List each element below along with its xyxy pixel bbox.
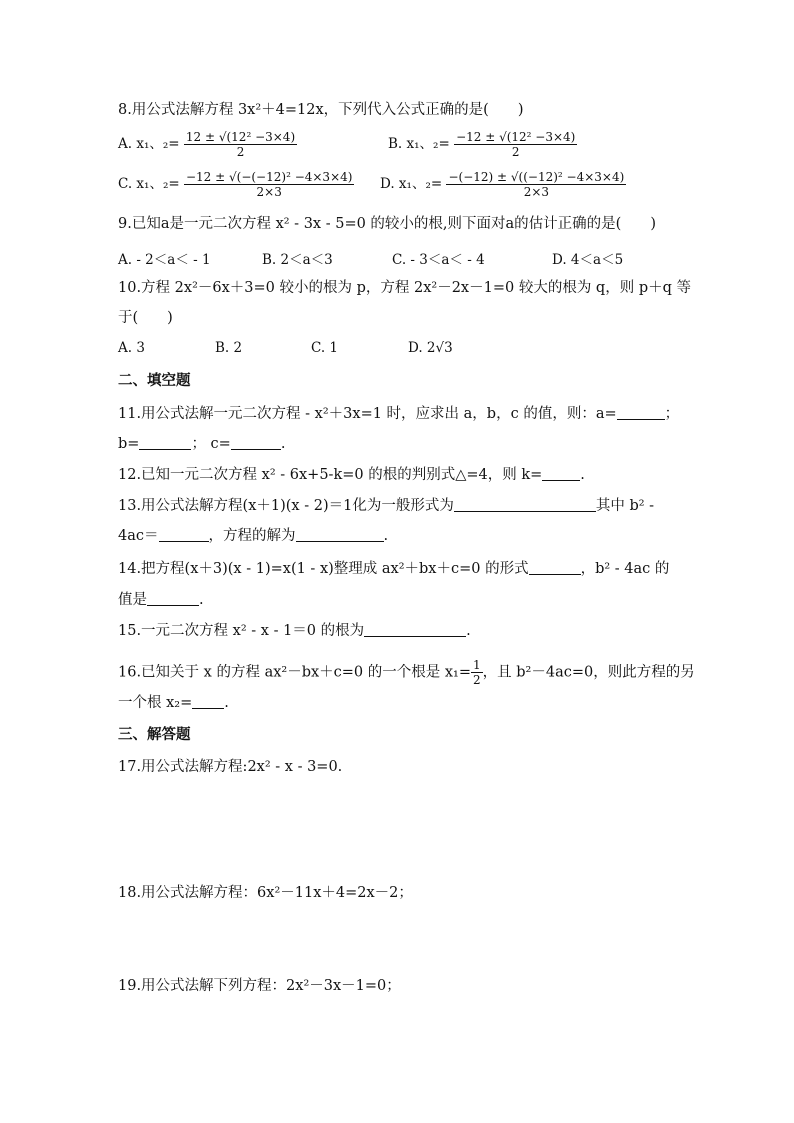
question-10-option-b: B. 2 bbox=[215, 340, 243, 356]
option-d-denominator: 2×3 bbox=[523, 185, 550, 199]
question-17: 17.用公式法解方程:2x² - x - 3=0. bbox=[118, 759, 343, 775]
question-16-line1 bbox=[118, 658, 695, 687]
question-16-line2-end: . bbox=[224, 695, 229, 711]
answer-blank-k[interactable] bbox=[542, 466, 580, 481]
question-16-fraction bbox=[471, 658, 483, 687]
question-10-option-d: D. 2√3 bbox=[408, 340, 453, 356]
question-13-line2-text: 4ac＝ bbox=[118, 528, 159, 544]
answer-blank-roots[interactable] bbox=[364, 622, 466, 637]
question-8-option-b bbox=[388, 130, 577, 159]
question-14-line2-text: 值是 bbox=[118, 592, 147, 608]
answer-blank-form[interactable] bbox=[529, 560, 581, 575]
option-b-fraction bbox=[454, 130, 577, 159]
option-b-denominator: 2 bbox=[511, 145, 520, 159]
question-11-line2-end: . bbox=[280, 436, 286, 452]
option-c-numerator: −12 ± √(−(−12)² −4×3×4) bbox=[185, 170, 353, 184]
answer-blank-c[interactable] bbox=[231, 435, 281, 450]
section-3-heading: 三、解答题 bbox=[118, 727, 191, 743]
question-13-line2 bbox=[118, 526, 388, 546]
question-16-text-a: 16.已知关于 x 的方程 ax²－bx＋c=0 的一个根是 x₁= bbox=[118, 664, 472, 681]
question-8-stem: 8.用公式法解方程 3x²＋4=12x，下列代入公式正确的是( ) bbox=[118, 102, 524, 118]
question-12-end: . bbox=[580, 467, 585, 483]
question-11-line1-end: ； bbox=[664, 406, 680, 422]
question-9-stem: 9.已知a是一元二次方程 x² - 3x - 5=0 的较小的根,则下面对a的估计正确的是( ) bbox=[118, 216, 656, 232]
question-8-option-c bbox=[118, 170, 354, 199]
option-c-denominator: 2×3 bbox=[256, 185, 282, 199]
question-14-line2-end: . bbox=[199, 592, 204, 608]
question-8-option-d bbox=[380, 170, 626, 199]
question-9-option-d: D. 4＜a＜5 bbox=[552, 252, 624, 268]
fraction-numerator: 1 bbox=[473, 658, 481, 672]
question-14-text: 14.把方程(x＋3)(x - 1)=x(1 - x)整理成 ax²＋bx＋c=0 的形式 bbox=[118, 561, 529, 577]
question-14-line2 bbox=[118, 590, 204, 610]
option-a-label: A. x₁、₂= bbox=[118, 136, 180, 152]
option-a-numerator: 12 ± √(12² −3×4) bbox=[185, 130, 296, 144]
question-12 bbox=[118, 465, 585, 485]
question-14-line1 bbox=[118, 559, 669, 579]
section-2-heading: 二、填空题 bbox=[118, 373, 191, 389]
question-15-end: . bbox=[466, 623, 471, 639]
answer-blank-a[interactable] bbox=[617, 405, 665, 420]
answer-blank-solution[interactable] bbox=[296, 527, 384, 542]
question-8-option-a bbox=[118, 130, 297, 159]
question-10-option-a: A. 3 bbox=[118, 340, 145, 356]
question-16-line2-text: 一个根 x₂= bbox=[118, 695, 193, 711]
question-9-option-b: B. 2＜a＜3 bbox=[262, 252, 333, 268]
answer-blank-general-form[interactable] bbox=[454, 497, 596, 512]
option-d-fraction bbox=[446, 170, 626, 199]
question-13-text: 13.用公式法解方程(x＋1)(x - 2)＝1化为一般形式为 bbox=[118, 498, 454, 514]
question-18: 18.用公式法解方程：6x²－11x＋4=2x－2； bbox=[118, 885, 413, 901]
question-11-line2 bbox=[118, 434, 285, 454]
question-14-line1-end: ，b² - 4ac 的 bbox=[580, 561, 670, 577]
question-11-c-label: ； c= bbox=[191, 436, 231, 452]
option-c-fraction bbox=[184, 170, 354, 199]
question-16-line2 bbox=[118, 693, 229, 713]
question-15 bbox=[118, 621, 471, 641]
question-15-text: 15.一元二次方程 x² - x - 1＝0 的根为 bbox=[118, 623, 365, 639]
option-d-label: D. x₁、₂= bbox=[380, 176, 443, 192]
answer-blank-x2[interactable] bbox=[192, 694, 224, 709]
question-11-b-label: b= bbox=[118, 436, 140, 452]
option-b-numerator: −12 ± √(12² −3×4) bbox=[456, 130, 576, 144]
question-13-line2-end: . bbox=[383, 528, 389, 544]
question-10-stem-line1: 10.方程 2x²－6x＋3=0 较小的根为 p，方程 2x²－2x－1=0 较大的根为 q，则 p＋q 等 bbox=[118, 280, 691, 296]
question-13-solution-label: ，方程的解为 bbox=[208, 528, 296, 544]
answer-blank-b[interactable] bbox=[139, 435, 191, 450]
question-9-option-c: C. - 3＜a＜ - 4 bbox=[392, 252, 485, 268]
option-d-numerator: −(−12) ± √((−12)² −4×3×4) bbox=[448, 170, 625, 184]
option-b-label: B. x₁、₂= bbox=[388, 136, 450, 152]
option-a-fraction bbox=[184, 130, 297, 159]
question-13-line1-end: 其中 b² - bbox=[595, 498, 655, 514]
question-16-text-b: ，且 b²－4ac=0，则此方程的另 bbox=[482, 664, 695, 681]
question-19: 19.用公式法解下列方程：2x²－3x－1=0； bbox=[118, 978, 401, 994]
question-11-line1 bbox=[118, 404, 679, 424]
option-a-denominator: 2 bbox=[236, 145, 245, 159]
question-9-option-a: A. - 2＜a＜ - 1 bbox=[118, 252, 211, 268]
question-11-text: 11.用公式法解一元二次方程 - x²＋3x=1 时，应求出 a，b，c 的值，则：a= bbox=[118, 406, 617, 422]
answer-blank-discriminant[interactable] bbox=[159, 527, 209, 542]
question-12-text: 12.已知一元二次方程 x² - 6x+5-k=0 的根的判别式△=4，则 k= bbox=[118, 467, 543, 483]
question-10-stem-line2: 于( ) bbox=[118, 310, 173, 326]
fraction-denominator: 2 bbox=[473, 673, 481, 687]
question-13-line1 bbox=[118, 496, 654, 516]
answer-blank-value[interactable] bbox=[147, 591, 199, 606]
option-c-label: C. x₁、₂= bbox=[118, 176, 180, 192]
question-10-option-c: C. 1 bbox=[311, 340, 339, 356]
